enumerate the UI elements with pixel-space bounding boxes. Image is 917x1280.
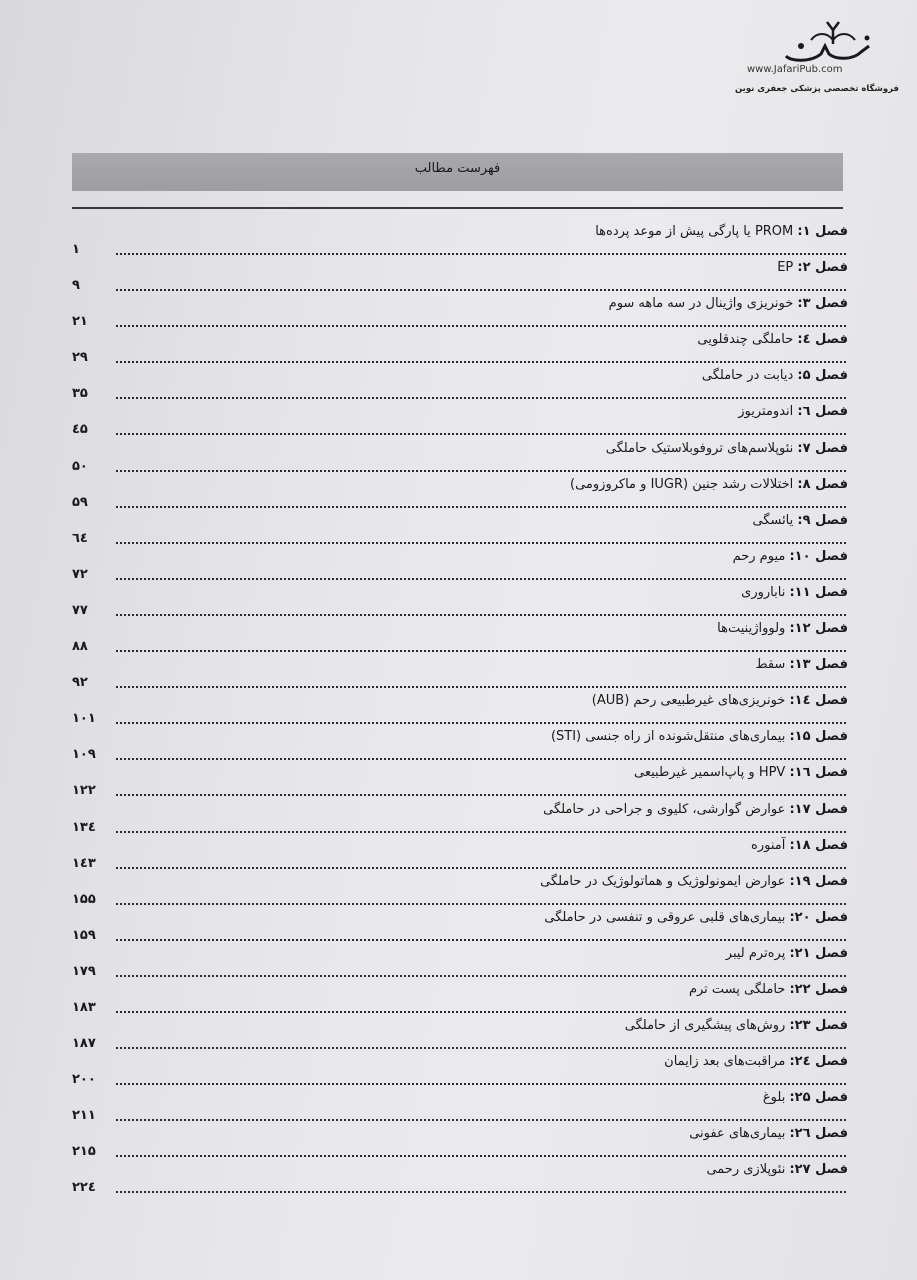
chapter-title: آمنوره	[751, 837, 786, 853]
chapter-number: فصل ۲۷:	[789, 1162, 848, 1178]
dot-leader	[116, 831, 846, 833]
page-number: ۵۹	[72, 494, 88, 510]
toc-entry	[72, 1161, 848, 1197]
toc-entry-heading	[551, 728, 848, 746]
toc-entry	[72, 764, 848, 800]
dot-leader	[116, 325, 846, 327]
chapter-title: PROM یا پارگی پیش از موعد پرده‌ها	[595, 224, 794, 239]
toc-header-bar	[72, 153, 843, 191]
toc-entry-heading	[777, 259, 848, 277]
dot-leader	[116, 289, 846, 291]
chapter-title: میوم رحم	[732, 548, 786, 564]
chapter-title: بیماری‌های عفونی	[689, 1126, 786, 1142]
toc-entry-heading	[570, 476, 848, 494]
toc-entry	[72, 440, 848, 476]
toc-entry	[72, 476, 848, 512]
chapter-number: فصل ۲۱:	[789, 945, 848, 961]
toc-entry-heading	[592, 692, 848, 710]
chapter-number: فصل ۲۳:	[789, 1018, 848, 1034]
chapter-number: فصل ۱۳:	[789, 657, 848, 673]
page-number: ۲۰۰	[72, 1072, 96, 1088]
toc-entry	[72, 728, 848, 764]
dot-leader	[116, 758, 846, 760]
dot-leader	[116, 794, 846, 796]
chapter-number: فصل ۱:	[797, 224, 848, 239]
page-number: ۷۲	[72, 566, 88, 582]
page-number: ۱۰۹	[72, 747, 96, 763]
toc-entry-heading	[756, 656, 848, 674]
dot-leader	[116, 542, 846, 544]
publisher-website: www.JafariPub.com	[747, 64, 843, 75]
publisher-emblem-icon	[781, 16, 881, 64]
chapter-title: حاملگی پست ترم	[688, 981, 786, 997]
dot-leader	[116, 1011, 846, 1013]
dot-leader	[116, 253, 846, 255]
page-number: ۱۲۲	[72, 783, 96, 799]
dot-leader	[116, 1119, 846, 1121]
chapter-number: فصل ۱۷:	[789, 801, 848, 817]
toc-entry	[72, 692, 848, 728]
dot-leader	[116, 506, 846, 508]
toc-entry	[72, 801, 848, 837]
toc-entry	[72, 548, 848, 584]
toc-entry-heading	[634, 764, 848, 782]
chapter-title: EP	[777, 260, 794, 276]
chapter-number: فصل ۱۱:	[789, 584, 848, 600]
page-number: ۸۸	[72, 639, 88, 655]
toc-entry	[72, 620, 848, 656]
page-number: ۲۱۵	[72, 1144, 96, 1160]
toc-entry-heading	[751, 837, 848, 855]
chapter-title: بلوغ	[762, 1090, 786, 1106]
page-number: ۵۰	[72, 458, 88, 474]
chapter-number: فصل ۸:	[797, 476, 848, 492]
chapter-title: پره‌ترم لیبر	[725, 945, 786, 961]
dot-leader	[116, 397, 846, 399]
page-number: ۱۵۵	[72, 891, 96, 907]
toc-entry	[72, 837, 848, 873]
toc-entry-heading	[540, 873, 848, 891]
chapter-title: اندومتریوز	[738, 404, 794, 420]
header-divider	[72, 207, 843, 209]
toc-entry-heading	[595, 223, 848, 241]
toc-entry-heading	[741, 584, 848, 602]
publisher-logo	[719, 16, 899, 94]
chapter-number: فصل ۳:	[797, 296, 848, 312]
chapter-title: یائسگی	[752, 512, 794, 528]
dot-leader	[116, 578, 846, 580]
toc-entry	[72, 331, 848, 367]
chapter-number: فصل ۲۵:	[789, 1090, 848, 1106]
chapter-number: فصل ۱۲:	[789, 621, 848, 637]
dot-leader	[116, 433, 846, 435]
dot-leader	[116, 722, 846, 724]
dot-leader	[116, 470, 846, 472]
toc-entry	[72, 1017, 848, 1053]
toc-entry	[72, 1053, 848, 1089]
toc-entry-heading	[717, 620, 848, 638]
chapter-number: فصل ٦:	[797, 404, 848, 420]
page-number: ۱۸۳	[72, 999, 96, 1015]
chapter-number: فصل ۵:	[797, 368, 848, 384]
chapter-number: فصل ۲:	[797, 260, 848, 276]
toc-entry-heading	[625, 1017, 848, 1035]
page-number: ۳۵	[72, 386, 88, 402]
page-number: ۱۷۹	[72, 963, 96, 979]
chapter-number: فصل ۹:	[797, 512, 848, 528]
chapter-number: فصل ۲۲:	[789, 981, 848, 997]
chapter-number: فصل ۱۹:	[789, 873, 848, 889]
table-of-contents	[72, 223, 848, 1198]
chapter-number: فصل ۱٤:	[789, 693, 848, 709]
toc-entry-heading	[726, 945, 848, 963]
toc-entry	[72, 367, 848, 403]
chapter-title: نئوپلازی رحمی	[706, 1162, 786, 1178]
toc-entry-heading	[543, 801, 848, 819]
toc-entry-heading	[689, 981, 848, 999]
publisher-name: فروشگاه تخصصی پزشکی جعفری نوین	[734, 84, 899, 94]
dot-leader	[116, 867, 846, 869]
chapter-title: عوارض گوارشی، کلیوی و جراحی در حاملگی	[543, 801, 786, 817]
chapter-title: سقط	[755, 657, 786, 673]
dot-leader	[116, 903, 846, 905]
chapter-title: حاملگی چندقلویی	[697, 332, 794, 348]
dot-leader	[116, 1155, 846, 1157]
dot-leader	[116, 1191, 846, 1193]
page-number: ۲۲٤	[72, 1180, 96, 1196]
page-number: ۲۱۱	[72, 1108, 96, 1124]
toc-entry-heading	[544, 909, 848, 927]
page-number: ۲۹	[72, 350, 88, 366]
toc-entry	[72, 512, 848, 548]
chapter-title: اختلالات رشد جنین (IUGR و ماکروزومی)	[570, 476, 794, 492]
chapter-title: بیماری‌های منتقل‌شونده از راه جنسی (STI)	[550, 729, 786, 745]
page-number: ۱۳٤	[72, 819, 96, 835]
page-number: ۹۲	[72, 675, 88, 691]
toc-entry-heading	[697, 331, 848, 349]
toc-title: فهرست مطالب	[414, 161, 501, 176]
chapter-number: فصل ۷:	[797, 440, 848, 456]
page-number: ۱٤۳	[72, 855, 96, 871]
page-number: ۱۰۱	[72, 711, 96, 727]
toc-entry-heading	[702, 367, 848, 385]
toc-entry-heading	[733, 548, 848, 566]
dot-leader	[116, 650, 846, 652]
dot-leader	[116, 975, 846, 977]
dot-leader	[116, 1047, 846, 1049]
toc-entry	[72, 295, 848, 331]
chapter-number: فصل ۱٦:	[789, 765, 848, 781]
toc-entry-heading	[664, 1053, 848, 1071]
chapter-title: بیماری‌های قلبی عروقی و تنفسی در حاملگی	[544, 909, 786, 925]
toc-entry-heading	[689, 1125, 848, 1143]
chapter-number: فصل ۱۸:	[789, 837, 848, 853]
chapter-title: ولوواژینیت‌ها	[717, 621, 786, 637]
chapter-number: فصل ۲٤:	[789, 1054, 848, 1070]
chapter-title: عوارض ایمونولوژیک و هماتولوژیک در حاملگی	[540, 873, 786, 889]
chapter-title: HPV و پاپ‌اسمیر غیرطبیعی	[634, 765, 786, 781]
dot-leader	[116, 939, 846, 941]
chapter-number: فصل ۲۰:	[789, 909, 848, 925]
toc-entry-heading	[763, 1089, 848, 1107]
chapter-title: ناباروری	[741, 584, 786, 600]
toc-entry-heading	[738, 403, 848, 421]
page-number: ٦٤	[72, 530, 88, 546]
page-number: ۱	[72, 242, 80, 257]
toc-entry	[72, 223, 848, 259]
toc-entry	[72, 1125, 848, 1161]
toc-entry	[72, 403, 848, 439]
toc-entry-heading	[706, 1161, 848, 1179]
toc-entry	[72, 1089, 848, 1125]
chapter-number: فصل ۲٦:	[789, 1126, 848, 1142]
page-number: ٤۵	[72, 422, 88, 438]
toc-entry	[72, 259, 848, 295]
chapter-number: فصل ۱۰:	[789, 548, 848, 564]
chapter-number: فصل ۱۵:	[789, 729, 848, 745]
chapter-number: فصل ٤:	[797, 332, 848, 348]
toc-entry-heading	[752, 512, 848, 530]
page-number: ۹	[72, 278, 80, 294]
toc-entry	[72, 584, 848, 620]
chapter-title: مراقبت‌های بعد زایمان	[664, 1054, 786, 1070]
page-number: ۲۱	[72, 314, 88, 330]
page-number: ۱۵۹	[72, 927, 96, 943]
toc-entry-heading	[606, 440, 848, 458]
chapter-title: دیابت در حاملگی	[701, 368, 794, 384]
chapter-title: خونریزی‌های غیرطبیعی رحم (AUB)	[591, 693, 786, 709]
dot-leader	[116, 614, 846, 616]
chapter-title: نئوپلاسم‌های تروفوبلاستیک حاملگی	[605, 440, 794, 456]
page-number: ۱۸۷	[72, 1036, 96, 1052]
chapter-title: روش‌های پیشگیری از حاملگی	[624, 1018, 786, 1034]
toc-entry	[72, 981, 848, 1017]
toc-entry-heading	[609, 295, 848, 313]
chapter-title: خونریزی واژینال در سه ماهه سوم	[608, 296, 794, 312]
dot-leader	[116, 686, 846, 688]
toc-entry	[72, 656, 848, 692]
toc-entry	[72, 909, 848, 945]
page-number: ۷۷	[72, 602, 88, 618]
dot-leader	[116, 361, 846, 363]
dot-leader	[116, 1083, 846, 1085]
toc-entry	[72, 873, 848, 909]
toc-entry	[72, 945, 848, 981]
